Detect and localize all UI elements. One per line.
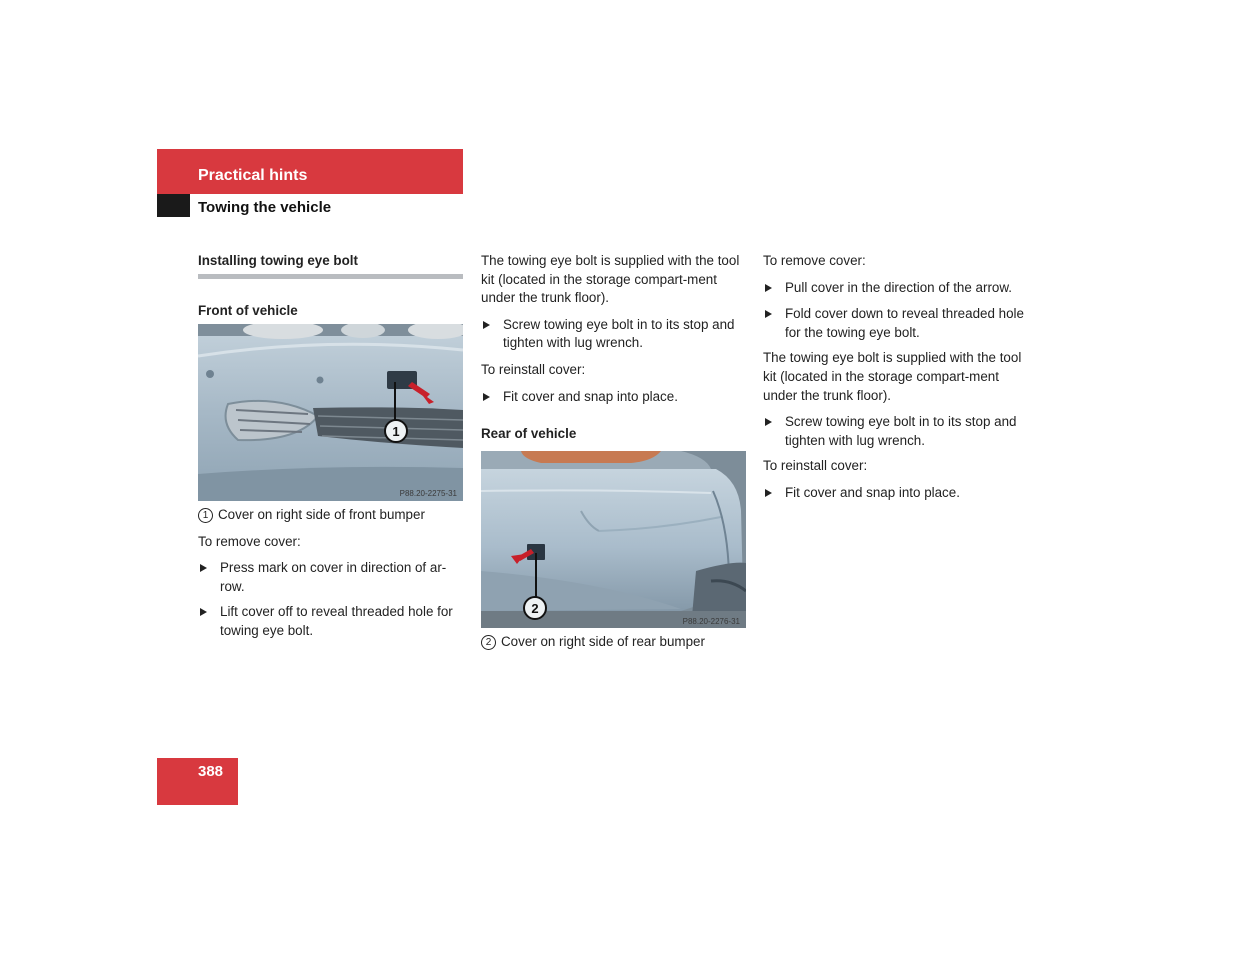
bullet-text: Screw towing eye bolt in to its stop and tighten with lug wrench.	[503, 316, 735, 351]
reinstall-intro-2: To reinstall cover:	[481, 361, 586, 377]
rear-caption-text: Cover on right side of rear bumper	[501, 634, 705, 649]
tool-kit-intro: The towing eye bolt is supplied with the tool kit (located in the storage compart-ment under the trunk floor).	[481, 253, 740, 306]
bullet-pull-cover	[763, 279, 1031, 298]
caption-number-2: 2	[481, 635, 496, 650]
bullet-text: Fit cover and snap into place.	[785, 484, 960, 500]
column-2-caption	[481, 633, 746, 652]
column-1	[198, 252, 463, 320]
bullet-arrow-icon	[483, 393, 490, 401]
front-caption	[198, 506, 463, 525]
caption-number-1: 1	[198, 508, 213, 523]
column-2	[481, 252, 746, 444]
remove-intro-3: To remove cover:	[763, 253, 866, 268]
rear-photo-callout: 2	[531, 601, 539, 616]
bullet-text: Pull cover in the direction of the arrow.	[785, 279, 1013, 295]
bullet-arrow-icon	[765, 418, 772, 426]
bullet-arrow-icon	[483, 321, 490, 329]
bullet-fit-cover	[481, 388, 746, 407]
bullet-text: Fit cover and snap into place.	[503, 388, 678, 404]
front-caption-text: Cover on right side of front bumper	[218, 507, 425, 522]
reinstall-intro-3: To reinstall cover:	[763, 458, 868, 474]
rear-of-vehicle-heading: Rear of vehicle	[481, 426, 577, 442]
bullet-text: Screw towing eye bolt in to its stop and tighten with lug wrench.	[785, 414, 1017, 448]
front-photo-callout: 1	[392, 424, 400, 439]
subsection-marker	[157, 194, 190, 217]
bullet-lift-cover	[198, 603, 463, 640]
bullet-arrow-icon	[200, 564, 207, 572]
front-bumper-photo	[198, 324, 463, 501]
bullet-arrow-icon	[200, 608, 207, 616]
bullet-text: Press mark on cover in direction of ar-row.	[220, 560, 447, 594]
front-photo-code: P88.20-2275-31	[399, 489, 457, 498]
bullet-arrow-icon	[765, 284, 772, 292]
bullet-screw-bolt	[481, 316, 746, 353]
bullet-text: Fold cover down to reveal threaded hole for the towing eye bolt.	[785, 306, 1024, 340]
page-number: 388	[198, 763, 224, 780]
section-title: Practical hints	[198, 167, 308, 184]
bullet-screw-bolt-3	[763, 413, 1031, 450]
rear-caption	[481, 633, 746, 652]
bullet-press-mark	[198, 559, 463, 596]
bullet-text: Lift cover off to reveal threaded hole for towing eye bolt.	[220, 604, 453, 638]
remove-intro-1: To remove cover:	[198, 533, 301, 549]
installing-heading: Installing towing eye bolt	[198, 252, 463, 279]
tool-kit-intro-3: The towing eye bolt is supplied with the tool kit (located in the storage compart-ment under the trunk floor).	[763, 350, 1022, 403]
column-3	[763, 252, 1031, 503]
bullet-arrow-icon	[765, 310, 772, 318]
subsection-title: Towing the vehicle	[198, 199, 332, 216]
bullet-arrow-icon	[765, 489, 772, 497]
bullet-fold-cover	[763, 305, 1031, 342]
front-of-vehicle-heading: Front of vehicle	[198, 302, 298, 318]
rear-photo-code: P88.20-2276-31	[682, 617, 740, 626]
bullet-fit-cover-3	[763, 484, 1031, 503]
rear-bumper-photo	[481, 451, 746, 628]
column-1-text	[198, 506, 463, 641]
